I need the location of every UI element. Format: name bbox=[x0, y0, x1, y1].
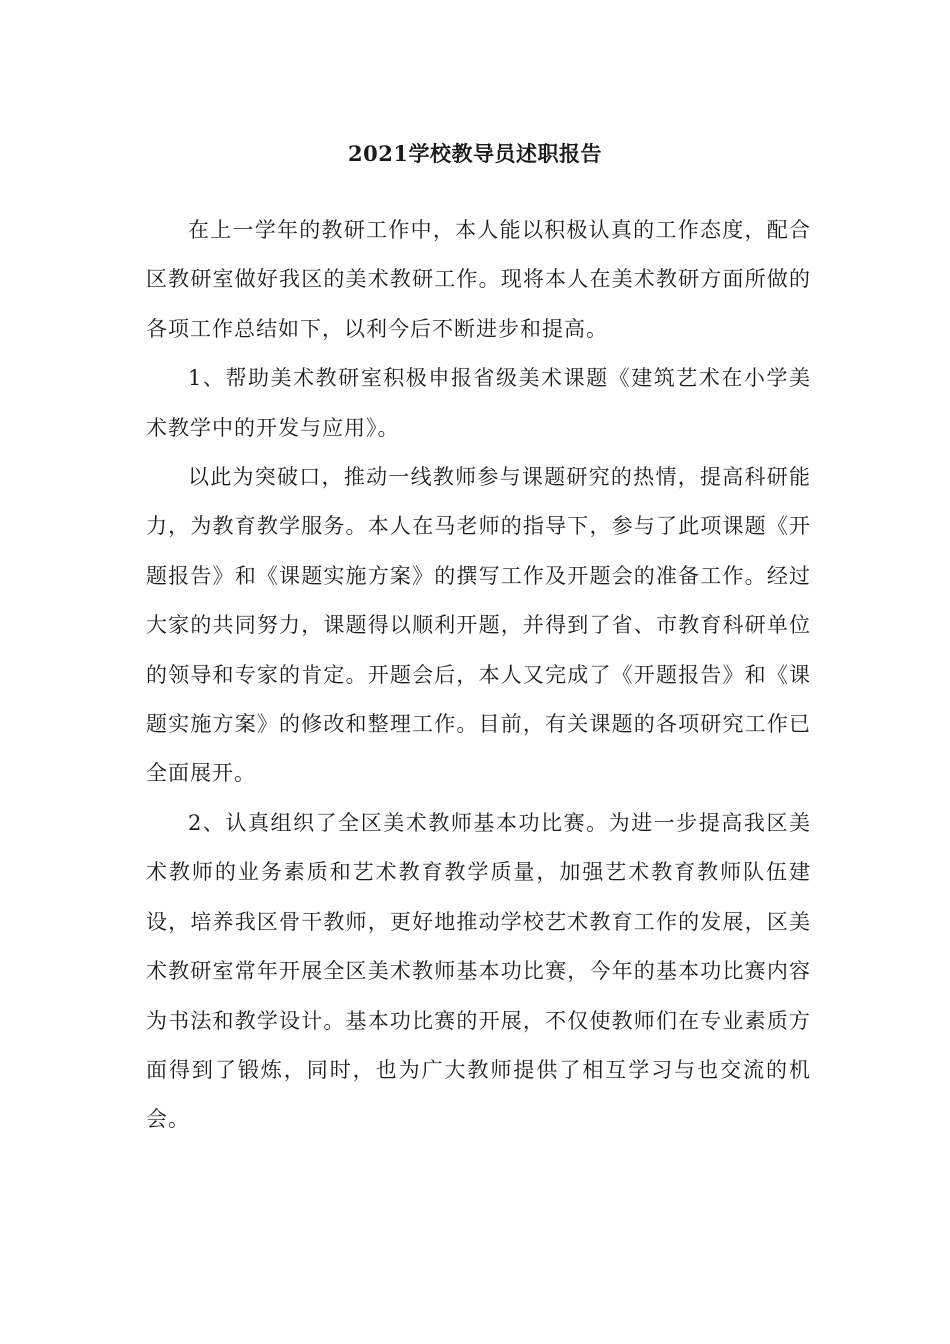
document-title: 2021学校教导员述职报告 bbox=[348, 141, 602, 166]
paragraph-item-2: 2、认真组织了全区美术教师基本功比赛。为进一步提高我区美术教师的业务素质和艺术教育教学质量，加强艺术教育教师队伍建设，培养我区骨干教师，更好地推动学校艺术教育工作的发展，区美术教研室常年开展全区美术教师基本功比赛，今年的基本功比赛内容为书法和教学设计。基本功比赛的开展，不仅使教师们在专业素质方面得到了锻炼，同时，也为广大教师提供了相互学习与也交流的机会。 bbox=[146, 810, 811, 1132]
paragraph-item-1-detail: 以此为突破口，推动一线教师参与课题研究的热情，提高科研能力，为教育教学服务。本人在马老师的指导下，参与了此项课题《开题报告》和《课题实施方案》的撰写工作及开题会的准备工作。经过大家的共同努力，课题得以顺利开题，并得到了省、市教育科研单位的领导和专家的肯定。开题会后，本人又完成了《开题报告》和《课题实施方案》的修改和整理工作。目前，有关课题的各项研究工作已全面展开。 bbox=[146, 465, 811, 786]
paragraph-item-1: 1、帮助美术教研室积极申报省级美术课题《建筑艺术在小学美术教学中的开发与应用》。 bbox=[146, 366, 811, 440]
document-body bbox=[146, 206, 811, 1145]
paragraph-intro: 在上一学年的教研工作中，本人能以积极认真的工作态度，配合区教研室做好我区的美术教研工作。现将本人在美术教研方面所做的各项工作总结如下，以利今后不断进步和提高。 bbox=[146, 218, 811, 341]
